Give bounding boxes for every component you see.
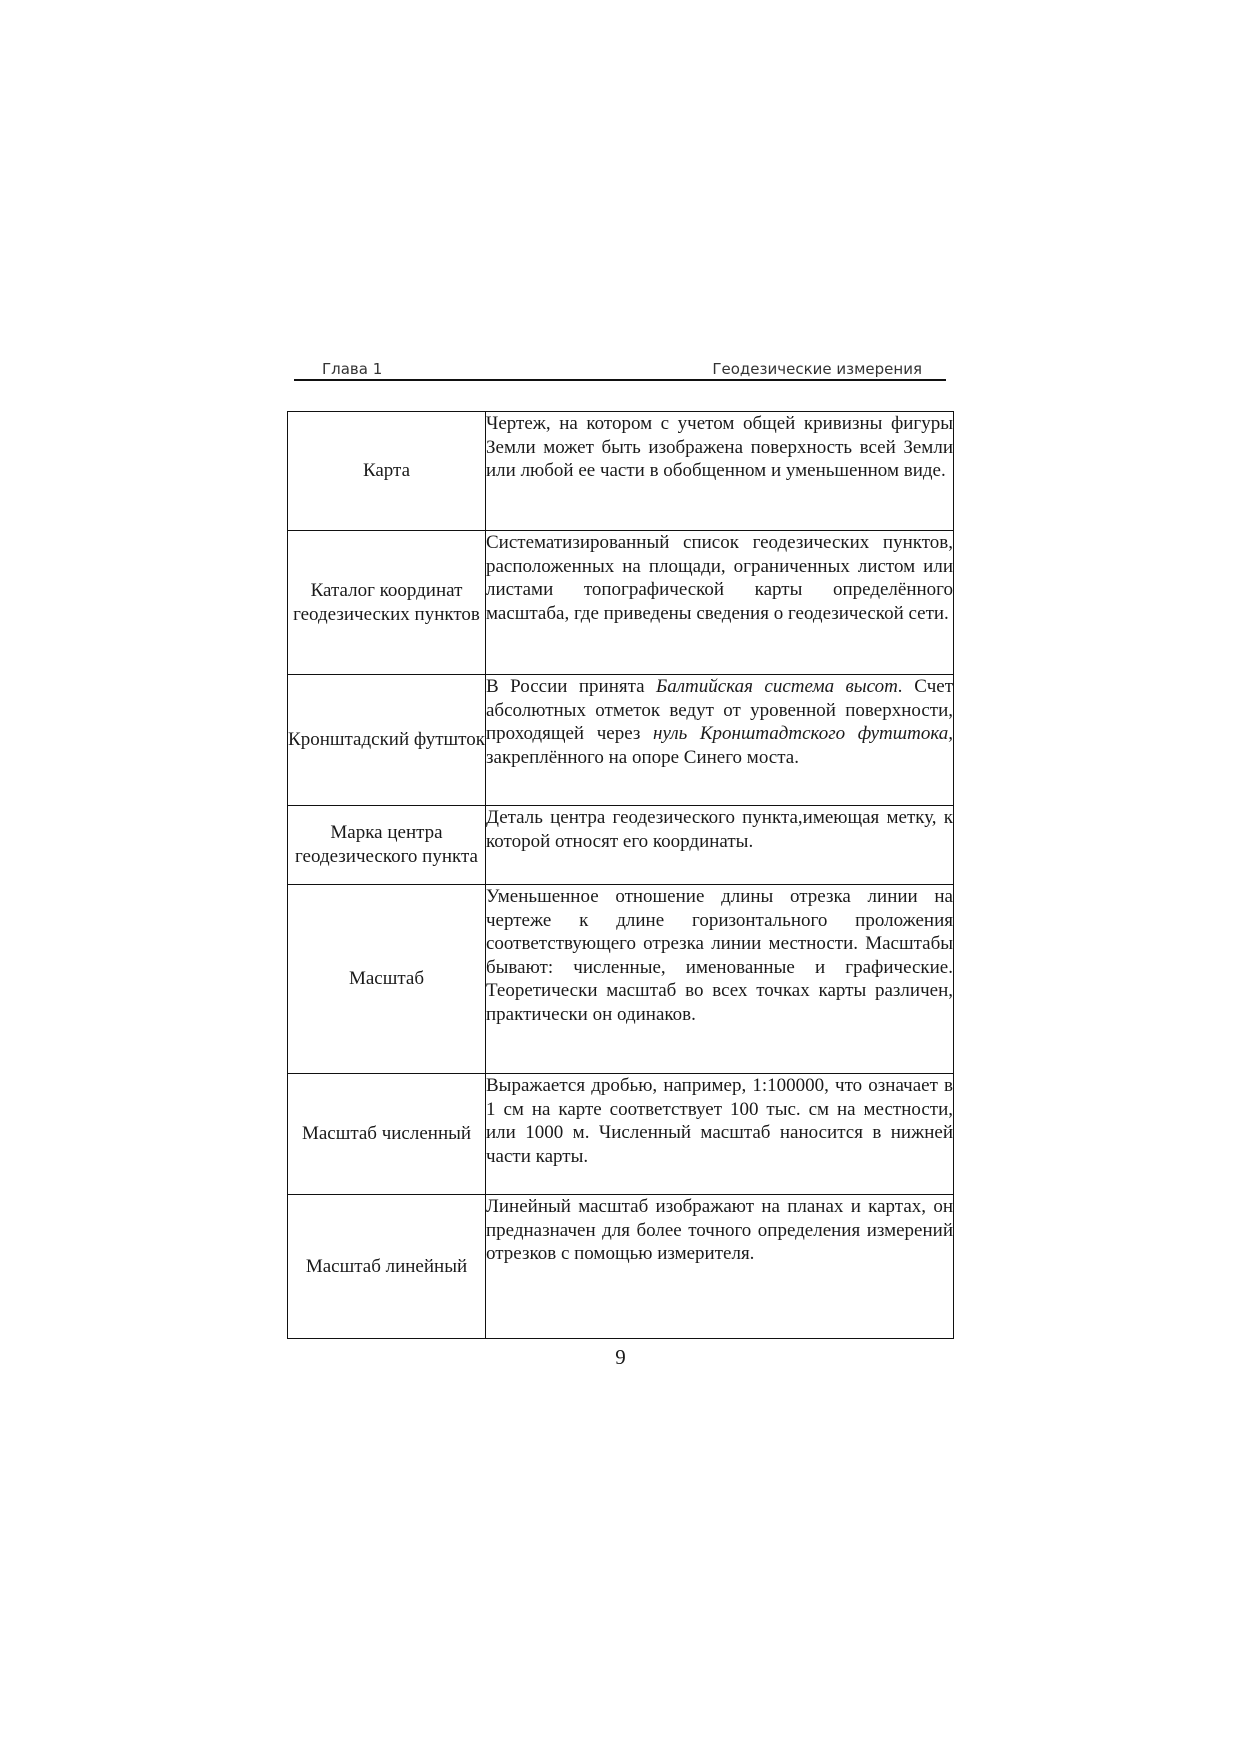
page-number: 9 xyxy=(615,1345,626,1369)
table-row xyxy=(288,885,954,1074)
term-cell: Масштаб численный xyxy=(288,1074,486,1195)
table-row xyxy=(288,412,954,531)
term-cell: Масштаб xyxy=(288,885,486,1074)
table-row xyxy=(288,531,954,675)
definition-cell: Уменьшенное отношение длины отрезка линии на чертеже к длине горизонтального проложения соответствующего отрезка линии местности. Масштабы бывают: численные, именованные и графические. Теоретически масштаб во всех точках карты различен, практически он одинаков. xyxy=(486,885,954,1074)
table-row xyxy=(288,1074,954,1195)
term-cell: Каталог координат геодезических пунктов xyxy=(288,531,486,675)
definition-cell: Выражается дробью, например, 1:100000, что означает в 1 см на карте соответствует 100 тыс. см на местности, или 1000 м. Численный масштаб наносится в нижней части карты. xyxy=(486,1074,954,1195)
definition-text: Счет абсолютных отметок ведут от уровенной поверхности, проходящей через xyxy=(486,676,954,745)
definition-text: закреплённого на опоре Синего моста. xyxy=(486,746,799,768)
definition-cell: Деталь центра геодезического пункта,имеющая метку, к которой относят его координаты. xyxy=(486,806,954,885)
glossary-table xyxy=(287,411,954,1339)
term-cell: Масштаб линейный xyxy=(288,1195,486,1339)
definition-cell xyxy=(486,675,954,806)
term-cell: Марка центра геодезического пункта xyxy=(288,806,486,885)
definition-italic-term: нуль Кронштадтского футштока, xyxy=(653,723,953,745)
definition-italic-term: Балтийская система высот. xyxy=(656,676,903,697)
chapter-label: Глава 1 xyxy=(322,360,383,378)
section-title: Геодезические измерения xyxy=(712,360,922,378)
running-header xyxy=(294,348,946,376)
definition-cell: Систематизированный список геодезических пунктов, расположенных на площади, ограниченных листом или листами топографической карты определённого масштаба, где приведены сведения о геодезической сети. xyxy=(486,531,954,675)
term-cell: Кронштадский футшток xyxy=(288,675,486,806)
table-row xyxy=(288,675,954,806)
table-row xyxy=(288,1195,954,1339)
definition-text: В России принята xyxy=(486,676,657,697)
definition-cell: Линейный масштаб изображают на планах и картах, он предназначен для более точного определения измерений отрезков с помощью измерителя. xyxy=(486,1195,954,1339)
term-cell: Карта xyxy=(288,412,486,531)
table-row xyxy=(288,806,954,885)
header-rule xyxy=(294,379,946,381)
definition-cell: Чертеж, на котором с учетом общей кривизны фигуры Земли может быть изображена поверхность всей Земли или любой ее части в обобщенном и уменьшенном виде. xyxy=(486,412,954,531)
